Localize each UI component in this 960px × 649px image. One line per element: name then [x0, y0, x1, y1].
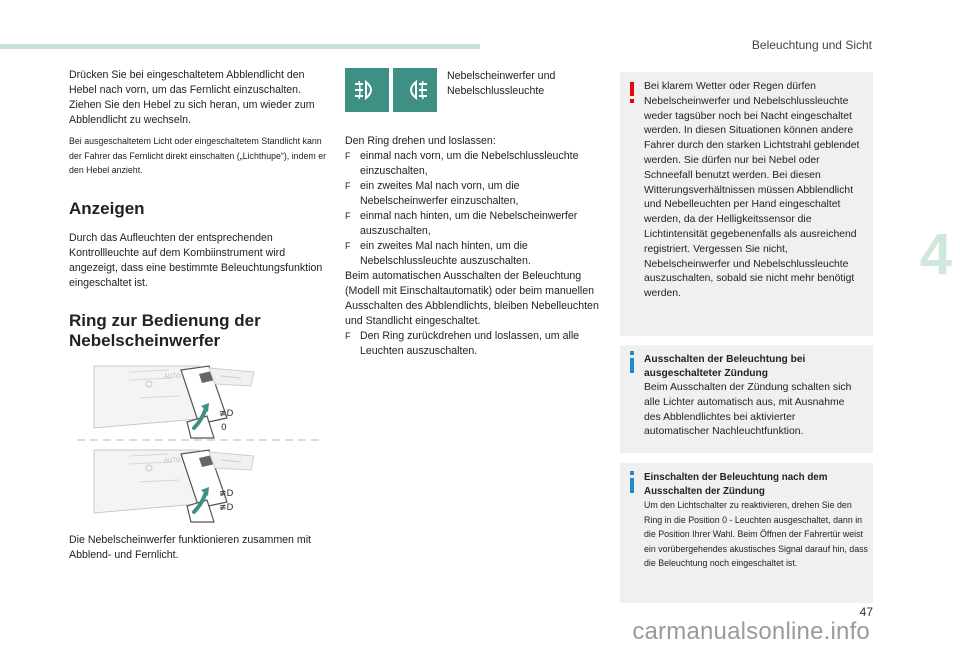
lever-bottom: [94, 450, 254, 522]
front-fog-lamp-icon: [345, 68, 389, 112]
page-number: 47: [859, 605, 873, 619]
lever-top: [94, 366, 254, 438]
heading-fog-ring-line1: Ring zur Bedienung der: [69, 310, 261, 330]
zero-mark-top: 0: [221, 423, 227, 433]
chapter-number: 4: [919, 222, 952, 287]
warning-box: [620, 72, 873, 336]
paragraph-high-beam: Drücken Sie bei eingeschaltetem Abblendlicht den Hebel nach vorn, um das Fernlicht einzuschalten. Ziehen Sie den Hebel zu sich heran, um wieder zum Abblendlicht zu wechseln.: [69, 69, 315, 126]
svg-text:≢D: ≢D: [219, 489, 234, 499]
warning-text: Bei klarem Wetter oder Regen dürfen Nebelscheinwerfer und Nebelschlussleuchte weder tagsüber noch bei Nacht eingeschaltet werden. In diesen Situationen können andere Fahrer durch den starken Lichtstrahl geblendet werden. Sie dürfen nur bei Nebel oder Schneefall benutzt werden. Bei diesen Witterungsverhältnissen müssen Abblendlicht und Nebelleuchten per Hand eingeschaltet werden, da der Helligkeitssensor die Lichtintensität gegebenenfalls als ausreichend registriert. Vergessen Sie nicht, Nebelscheinwerfer und Nebelschlussleuchte auszuschalten, sobald sie nicht mehr benötigt werden.: [644, 81, 860, 300]
watermark: carmanualsonline.info: [632, 618, 870, 645]
fog-ring-illustration: [69, 358, 329, 528]
ring-step-2: F ein zweites Mal nach vorn, um die Nebelscheinwerfer einzuschalten,: [345, 179, 607, 209]
illustration-caption: [69, 533, 331, 563]
ring-step-1: F einmal nach vorn, um die Nebelschlussleuchte einzuschalten,: [345, 149, 607, 179]
column-middle: [345, 68, 607, 359]
info-box-ignition-off-title: Ausschalten der Beleuchtung bei ausgeschalteter Zündung: [644, 354, 806, 379]
info-i-icon: [628, 351, 636, 373]
info-box-reactivate: [620, 463, 873, 603]
info-box-ignition-off-text: Beim Ausschalten der Zündung schalten sich alle Lichter automatisch aus, mit Ausnahme des Abblendlichtes bei aktivierter automatischer Nachleuchtfunktion.: [644, 382, 852, 438]
info-box-reactivate-title: Einschalten der Beleuchtung nach dem Ausschalten der Zündung: [644, 472, 828, 497]
auto-label-top: AUTO: [164, 374, 181, 380]
paragraph-indicators: Durch das Aufleuchten der entsprechenden Kontrollleuchte auf dem Kombiinstrument wird angezeigt, dass eine bestimmte Beleuchtungsfunktion eingeschaltet ist.: [69, 231, 323, 289]
auto-label-bottom: AUTO: [164, 458, 181, 464]
chapter-title: Beleuchtung und Sicht: [751, 38, 872, 52]
svg-text:≢D: ≢D: [219, 503, 234, 513]
info-i-icon: [628, 471, 636, 493]
heading-anzeigen: Anzeigen: [69, 198, 145, 218]
header-accent-bar: [0, 44, 480, 49]
paragraph-auto-off: Beim automatischen Ausschalten der Beleuchtung (Modell mit Einschaltautomatik) oder beim manuellen Ausschalten des Abblendlichts, bleiben Nebelleuchten und Standlicht eingeschaltet.: [345, 270, 599, 327]
ring-instructions: [345, 149, 607, 269]
info-box-reactivate-text: Um den Lichtschalter zu reaktivieren, drehen Sie den Ring in die Position 0 - Leuchten ausgeschaltet, dann in die Position Ihrer Wahl. Beim Öffnen der Fahrertür weist ein vorübergehendes akustisches Signal darauf hin, dass die Beleuchtung noch eingeschaltet ist.: [644, 500, 868, 569]
rear-fog-lamp-icon: [393, 68, 437, 112]
fog-icons-row: [345, 68, 607, 112]
heading-fog-ring-line2: Nebelscheinwerfer: [69, 330, 221, 350]
info-box-ignition-off: [620, 345, 873, 453]
ring-step-off: F Den Ring zurückdrehen und loslassen, um alle Leuchten auszuschalten.: [345, 329, 607, 359]
heading-fog-ring: [69, 311, 331, 351]
column-left: [69, 68, 331, 351]
svg-text:≢D: ≢D: [219, 409, 234, 419]
ring-step-4: F ein zweites Mal nach hinten, um die Nebelschlussleuchte auszuschalten.: [345, 239, 607, 269]
warning-exclamation-icon: [628, 82, 636, 104]
ring-intro: Den Ring drehen und loslassen:: [345, 135, 496, 147]
fog-icons-label: Nebelscheinwerfer und Nebelschlussleuchte: [447, 70, 556, 97]
ring-off-instruction: [345, 329, 607, 359]
paragraph-flash: Bei ausgeschaltetem Licht oder eingeschaltetem Standlicht kann der Fahrer das Fernlicht direkt einschalten („Lichthupe“), indem er den Hebel anzieht.: [69, 136, 327, 176]
ring-step-3: F einmal nach hinten, um die Nebelscheinwerfer auszuschalten,: [345, 209, 607, 239]
caption-text: Die Nebelscheinwerfer funktionieren zusammen mit Abblend- und Fernlicht.: [69, 534, 311, 561]
